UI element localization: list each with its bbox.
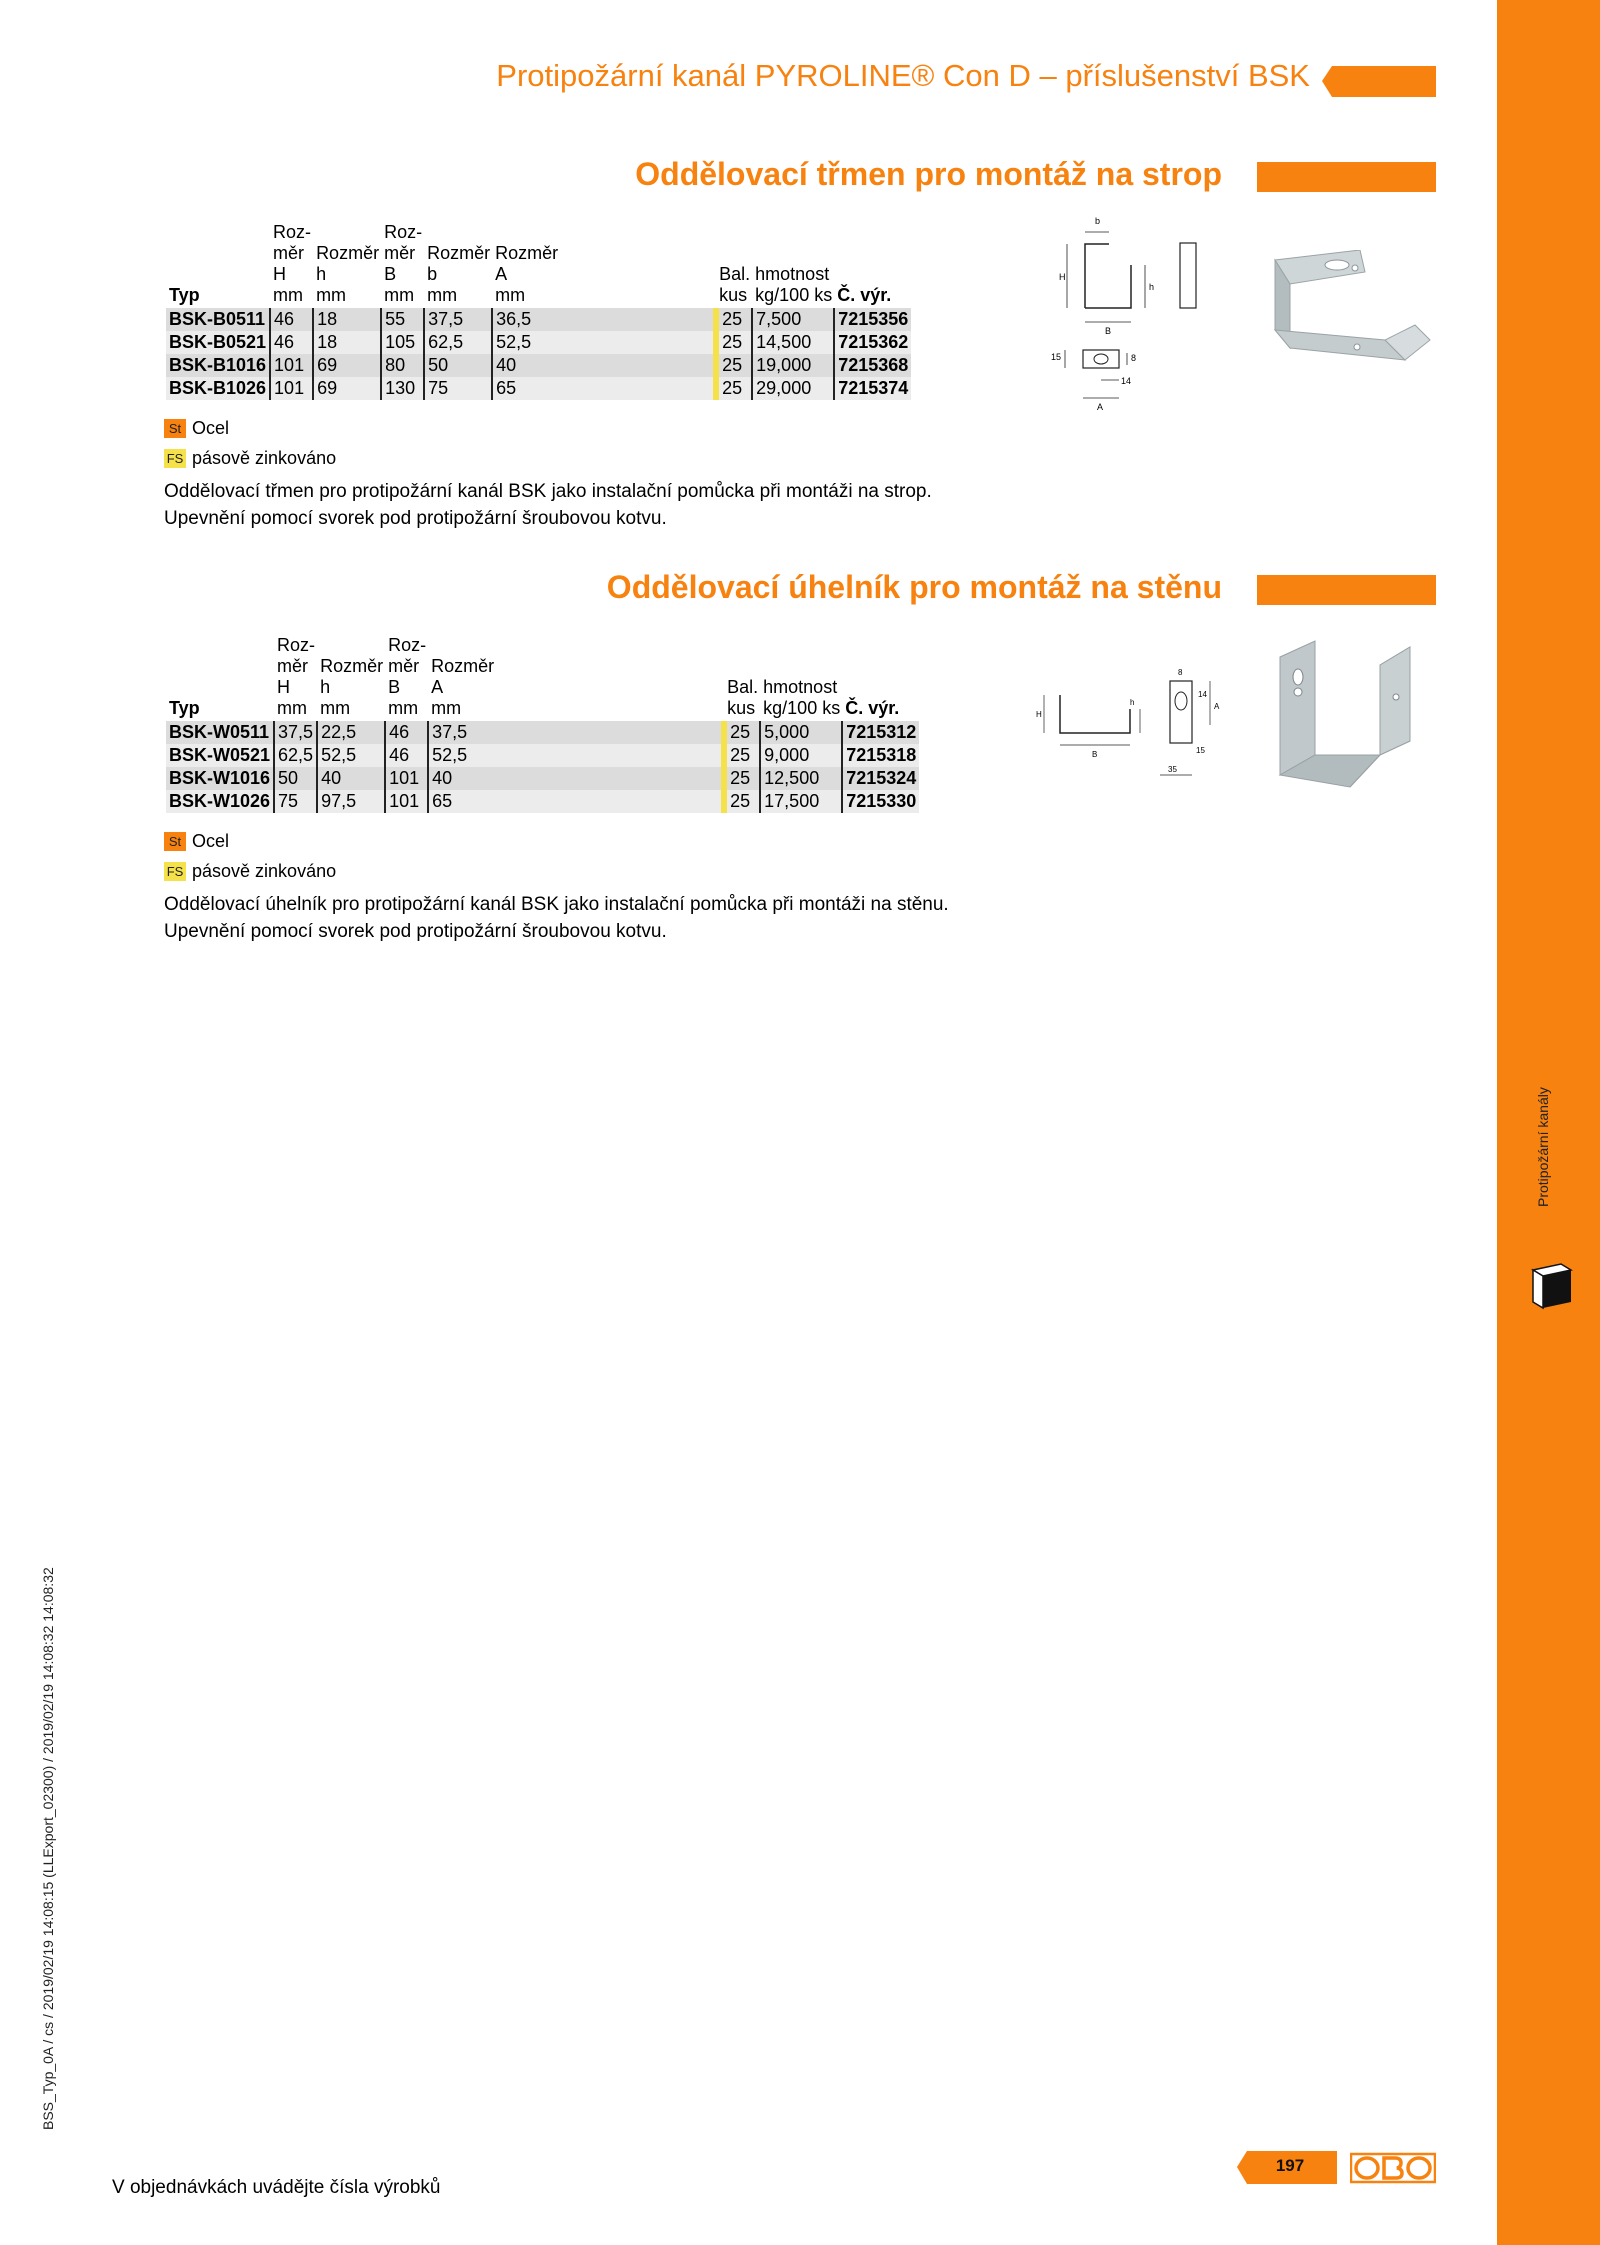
cell-value: 97,5 [317, 790, 385, 813]
cell-article: 7215330 [842, 790, 919, 813]
cell-value: 62,5 [424, 331, 492, 354]
cell-typ: BSK-W0511 [166, 721, 274, 744]
cell-value: 5,000 [760, 721, 842, 744]
cell-value: 55 [381, 308, 424, 331]
cell-value: 18 [313, 308, 381, 331]
legend-text: Ocel [192, 418, 230, 438]
col-b-lower: Rozměr b mm [427, 243, 491, 305]
cell-value: 37,5 [274, 721, 317, 744]
spec-table-wall [166, 635, 919, 813]
dim-14-label: 14 [1121, 376, 1132, 386]
cell-typ: BSK-B1016 [166, 354, 270, 377]
dim-A-label: A [1214, 702, 1220, 711]
legend-code-st: St [164, 832, 186, 851]
cell-value: 25 [724, 790, 760, 813]
cell-value: 12,500 [760, 767, 842, 790]
col-weight: hmotnost kg/100 ks [763, 677, 841, 718]
cell-value: 65 [492, 377, 716, 400]
dim-B-label: B [1105, 326, 1112, 336]
table-header-row [166, 635, 919, 721]
col-h-upper: Roz- měr H mm [277, 635, 316, 718]
cell-value: 46 [385, 721, 428, 744]
cell-value: 101 [385, 767, 428, 790]
col-b-upper: Roz- měr B mm [384, 222, 423, 305]
description-ceiling [164, 478, 932, 532]
cell-value: 52,5 [492, 331, 716, 354]
cell-value: 37,5 [428, 721, 724, 744]
cell-value: 14,500 [752, 331, 834, 354]
cell-value: 40 [428, 767, 724, 790]
table-row [166, 377, 911, 400]
dim-b-label: b [1095, 216, 1101, 226]
cell-value: 25 [716, 308, 752, 331]
cell-value: 17,500 [760, 790, 842, 813]
cell-value: 50 [274, 767, 317, 790]
description-line: Oddělovací úhelník pro protipožární kanál BSK jako instalační pomůcka při montáži na stěnu. [164, 894, 949, 915]
table-row [166, 767, 919, 790]
col-a: Rozměr A mm [431, 656, 495, 718]
cell-value: 75 [424, 377, 492, 400]
dim-35-label: 35 [1168, 765, 1177, 774]
cell-value: 46 [270, 331, 313, 354]
cell-value: 130 [381, 377, 424, 400]
section-title-wall: Oddělovací úhelník pro montáž na stěnu [606, 569, 1222, 605]
cell-typ: BSK-W1026 [166, 790, 274, 813]
section-accent-bar [1257, 575, 1436, 605]
cell-typ: BSK-W0521 [166, 744, 274, 767]
legend-text: pásově zinkováno [192, 448, 337, 468]
cell-value: 7,500 [752, 308, 834, 331]
legend-material [164, 418, 229, 439]
cell-value: 40 [317, 767, 385, 790]
dim-H-label: H [1059, 272, 1066, 282]
obo-logo [1350, 2151, 1436, 2185]
cell-value: 69 [313, 354, 381, 377]
cell-value: 18 [313, 331, 381, 354]
product-image-bracket [1265, 250, 1435, 375]
col-typ: Typ [169, 698, 200, 718]
cell-value: 80 [381, 354, 424, 377]
cell-value: 105 [381, 331, 424, 354]
legend-finish [164, 861, 336, 882]
cell-typ: BSK-B0521 [166, 331, 270, 354]
table-row [166, 744, 919, 767]
col-weight: hmotnost kg/100 ks [755, 264, 833, 305]
description-line: Upevnění pomocí svorek pod protipožární šroubovou kotvu. [164, 921, 667, 942]
col-h-upper: Roz- měr H mm [273, 222, 312, 305]
cell-value: 25 [716, 377, 752, 400]
cell-value: 25 [724, 744, 760, 767]
product-image-angle [1270, 637, 1420, 797]
table-row [166, 790, 919, 813]
cell-article: 7215374 [834, 377, 911, 400]
cell-value: 25 [724, 721, 760, 744]
col-art: Č. výr. [837, 285, 892, 305]
legend-text: Ocel [192, 831, 230, 851]
dim-8-label: 8 [1178, 668, 1183, 677]
cell-value: 52,5 [317, 744, 385, 767]
cell-value: 36,5 [492, 308, 716, 331]
cell-value: 19,000 [752, 354, 834, 377]
dim-15-label: 15 [1196, 746, 1205, 755]
table-header-row [166, 222, 911, 308]
cell-value: 62,5 [274, 744, 317, 767]
table-row [166, 354, 911, 377]
col-a: Rozměr A mm [495, 243, 559, 305]
cell-value: 101 [385, 790, 428, 813]
dim-h-label: h [1130, 698, 1135, 707]
cell-typ: BSK-B0511 [166, 308, 270, 331]
cell-value: 46 [270, 308, 313, 331]
description-wall [164, 891, 949, 945]
dim-A-label: A [1097, 402, 1104, 412]
col-typ: Typ [169, 285, 200, 305]
order-note: V objednávkách uvádějte čísla výrobků [112, 2177, 441, 2198]
dim-15-label: 15 [1051, 352, 1062, 362]
cell-value: 101 [270, 377, 313, 400]
technical-drawing-ceiling [1045, 210, 1230, 415]
cell-value: 46 [385, 744, 428, 767]
legend-code-fs: FS [164, 449, 186, 468]
col-art: Č. výr. [845, 698, 900, 718]
cell-value: 40 [492, 354, 716, 377]
duct-icon [1531, 1262, 1573, 1310]
legend-code-fs: FS [164, 862, 186, 881]
cell-article: 7215312 [842, 721, 919, 744]
cell-value: 29,000 [752, 377, 834, 400]
cell-value: 50 [424, 354, 492, 377]
cell-value: 75 [274, 790, 317, 813]
cell-value: 101 [270, 354, 313, 377]
cell-article: 7215356 [834, 308, 911, 331]
page-number: 197 [1275, 2156, 1305, 2175]
description-line: Oddělovací třmen pro protipožární kanál BSK jako instalační pomůcka při montáži na strop. [164, 481, 932, 502]
cell-value: 52,5 [428, 744, 724, 767]
section-title-ceiling: Oddělovací třmen pro montáž na strop [635, 156, 1222, 192]
cell-value: 22,5 [317, 721, 385, 744]
cell-typ: BSK-B1026 [166, 377, 270, 400]
dim-B-label: B [1092, 750, 1098, 759]
cell-value: 69 [313, 377, 381, 400]
col-h-lower: Rozměr h mm [320, 656, 384, 718]
spec-table-ceiling [166, 222, 911, 400]
legend-code-st: St [164, 419, 186, 438]
section-accent-bar [1257, 162, 1436, 192]
legend-text: pásově zinkováno [192, 861, 337, 881]
print-meta: BSS_Typ_0A / cs / 2019/02/19 14:08:15 (LLExport_02300) / 2019/02/19 14:08:32 14:08:32 [40, 1567, 56, 2130]
dim-8-label: 8 [1131, 353, 1137, 363]
dim-14-label: 14 [1198, 690, 1207, 699]
legend-material [164, 831, 229, 852]
description-line: Upevnění pomocí svorek pod protipožární šroubovou kotvu. [164, 508, 667, 529]
col-bal: Bal. kus [727, 677, 759, 718]
cell-article: 7215318 [842, 744, 919, 767]
cell-typ: BSK-W1016 [166, 767, 274, 790]
cell-value: 65 [428, 790, 724, 813]
col-bal: Bal. kus [719, 264, 751, 305]
cell-article: 7215368 [834, 354, 911, 377]
cell-article: 7215362 [834, 331, 911, 354]
col-h-lower: Rozměr h mm [316, 243, 380, 305]
cell-value: 9,000 [760, 744, 842, 767]
cell-value: 25 [716, 354, 752, 377]
cell-value: 25 [724, 767, 760, 790]
header-tab-shape [1322, 66, 1436, 97]
cell-article: 7215324 [842, 767, 919, 790]
table-row [166, 331, 911, 354]
dim-H-label: H [1036, 710, 1042, 719]
col-b-upper: Roz- měr B mm [388, 635, 427, 718]
legend-finish [164, 448, 336, 469]
technical-drawing-wall [1030, 665, 1230, 795]
table-row [166, 721, 919, 744]
page-header-title: Protipožární kanál PYROLINE® Con D – příslušenství BSK [496, 58, 1310, 93]
table-row [166, 308, 911, 331]
dim-h-label: h [1149, 282, 1155, 292]
cell-value: 25 [716, 331, 752, 354]
cell-value: 37,5 [424, 308, 492, 331]
